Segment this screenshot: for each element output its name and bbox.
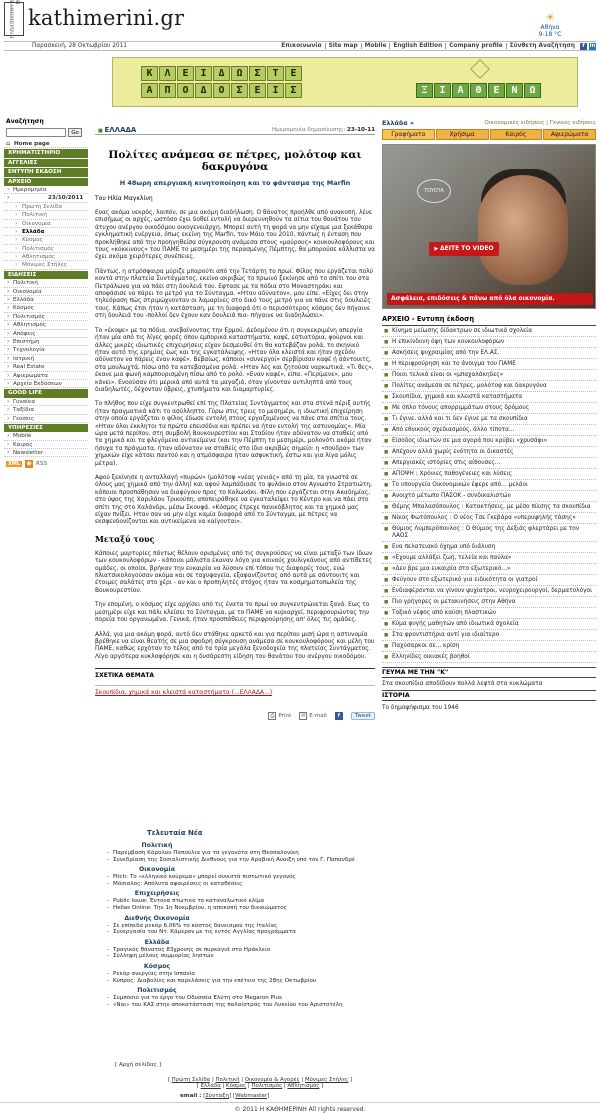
bottom-nav-link[interactable]: Πρώτη Σελίδα [171,1077,211,1083]
banner-letter-tile: Κ [141,66,158,81]
bottom-nav-link[interactable]: Πολιτισμός [251,1083,283,1090]
sidebar-section-header[interactable]: ΑΡΧΕΙΟ [4,178,88,186]
latest-news-item[interactable]: - «Ναι» του ΚΑΣ στην αποκατάσταση της παλαίστρας του Λυκείου του Αριστοτέλη [97,1002,383,1009]
sidebar-item[interactable]: › Μόνιμες Στήλες [4,261,88,269]
article-subheading: Μεταξύ τους [95,533,155,544]
article [95,126,375,720]
sidebar-section-header[interactable]: ΑΓΓΕΛΙΕΣ [4,159,88,167]
latest-news-title: Τελευταία Νέα [147,829,203,837]
latest-news-item[interactable]: - Κύπρος: Διαβολίες και παρελάσεις για την επέτειο της 28ης Οκτωβρίου [97,978,383,985]
pub-label: Ημερομηνία δημοσίευσης: [271,127,346,133]
sidebar-item[interactable]: › Γυναίκα [4,398,88,406]
banner-letter-tile: Ι [267,83,284,98]
facebook-icon[interactable]: f [580,43,587,50]
publication-date [272,127,375,133]
latest-news-item[interactable]: - Public Issue: Έντονα πτωτικό το καταναλωτικό κλίμα [97,898,383,905]
banner-letter-tile: Ν [506,83,523,98]
tweet-button[interactable]: Tweet [351,712,375,720]
back-to-top-link[interactable]: [ Αρχή σελίδας ] [115,1062,162,1068]
sidebar-section-header[interactable]: ΕΙΔΗΣΕΙΣ [4,271,88,279]
article-tools [95,712,375,720]
print-edition-item[interactable]: ■ Φεύγουν στο εξωτερικό για ειδικότητα οι γιατροί [382,575,596,586]
latest-news-item[interactable]: - Hellas Online: Την 1η Νοεμβρίου, η αποκοπή του δικαιώματος [97,905,383,912]
tab-features[interactable]: Αφιερώματα [543,129,596,140]
print-edition-item[interactable]: ■ ΑΠΟΨΗ : Χρόνιες παθογένειες και λύσεις [382,469,596,480]
video-person-face [478,175,568,285]
bottom-nav-link[interactable]: Αθλητισμός [287,1083,320,1090]
current-date: Παρασκευή, 28 Οκτωβρίου 2011 [32,43,127,49]
print-edition-item[interactable]: ■ Κίνημα μείωσης δίδακτρων σε ιδιωτικά σχολεία [382,326,596,337]
related-heading: ΣΧΕΤΙΚΑ ΘΕΜΑΤΑ [95,672,155,680]
sidebar-item[interactable]: › Mobile [4,432,88,440]
tab-charts[interactable]: Γραφήματα [382,129,435,140]
print-edition-item[interactable]: ■ Πιο γρήγορες οι μετακινήσεις στην Αθήνα [382,597,596,608]
banner-letter-tile: Τ [267,66,284,81]
sidebar-item[interactable]: › Πολιτισμός [4,313,88,321]
section-bar [95,126,375,135]
print-edition-item[interactable]: ■ Στα φροντιστήρια αντί για ιδιαίτερο [382,630,596,641]
print-edition-item[interactable]: ■ Από εθνικούς σχεδιασμούς, άλλο τίποτα... [382,425,596,436]
sidebar-item[interactable]: › Αθλητισμός [4,253,88,261]
latest-news-item[interactable]: - Συμπόσιο για το έργο του Οδυσσέα Ελύτη στο Megaron Plus [97,995,383,1002]
search-row [6,128,88,137]
sidebar-item[interactable]: › Αθλητισμός [4,321,88,329]
search-go-button[interactable]: Go [68,128,82,137]
print-edition-item[interactable]: ■ Ποιοι τελικά είναι οι «μπαχαλάκηδες» [382,370,596,381]
bottom-nav [130,1077,390,1090]
latest-news-category[interactable]: Οικονομία [139,866,175,874]
print-edition-item[interactable]: ■ Ενα πελατειακό όχημα υπό διάλυση [382,542,596,553]
email-button[interactable] [299,712,327,720]
sidebar-item[interactable]: › Αρχείο Εκδόσεων [4,380,88,388]
banner-letter-tile: Α [141,83,158,98]
bottom-nav-link[interactable]: Κόσμος [226,1083,247,1090]
print-edition-item[interactable]: ■ Ενδιαφέρονται να γίνουν ψυχίατροι, νευροχειρουργοί, δερματολόγοι [382,586,596,597]
search-input[interactable] [6,128,66,137]
latest-news-item[interactable]: - Fitch: Το «ελληνικό κούρεμα» μπορεί συνιστά πιστωτικό γεγονός [97,874,383,881]
banner-letter-tile: Ε [249,83,266,98]
sidebar-item[interactable]: › 23/10/2011 [4,194,88,202]
print-edition-item[interactable]: ■ Παχύσαρκοι σε... κρίση [382,641,596,652]
article-author: Του Ηλία Μαγκλίνη [95,195,153,202]
bottom-nav-row-2: [ Ελλάδα | Κόσμος | Πολιτισμός | Αθλητισμός ] [196,1083,324,1090]
email-webmaster-link[interactable]: Webmaster [235,1093,268,1099]
print-edition-item[interactable]: ■ Τι έγινε, αλλά και τι δεν έγινε με τα σκουπίδια [382,414,596,425]
sidebar-item[interactable]: › Επιστήμη [4,338,88,346]
watch-video-button[interactable]: ▶ ΔΕΙΤΕ ΤΟ VIDEO [429,242,499,256]
latest-news [97,829,383,1008]
sidebar-item[interactable]: › Ελλάδα [4,296,88,304]
latest-news-item[interactable]: - Σε επίπεδα ρεκόρ 6,06% το κόστος δανεισμού της Ιταλίας [97,923,383,930]
latest-news-item[interactable]: - Παρέμβαση Κάρολου Παπούλια για τα γεγονότα στη Θεσσαλονίκη [97,850,383,857]
weather-widget[interactable] [530,12,570,38]
latest-news-item[interactable]: - Μόσιαλος: Απόλυτα αφαιρέσεις οι καταθέσεις [97,881,383,888]
latest-news-category[interactable]: Πολιτισμός [137,987,177,995]
banner-letter-tile: Ε [177,66,194,81]
banner-letter-tile: Ε [488,83,505,98]
banner-deco-icon [470,59,490,79]
print-edition-item[interactable]: ■ Απέχουν αλλά χωρίς ενότητα οι δικαστές [382,447,596,458]
article-paragraph: Το «έκοψε» με τα πόδια, ανεβαίνοντας την Ερμού. Δεδομένου ότι η συγκεκριμένη απεργία ήταν μία από τις λίγες φορές όπου εμπορικά καταστήματα, καφέ, εστιατόρια, φούρνοι και άλλες μικρές ιδιωτικές επιχειρήσεις είχαν δεσμευθεί ότι θα κατεβάζαν ρολά, το σκηνικό ήταν αυτό της ερημίας έως και της εγκατάλειψης. «Ηταν όλα κλειστά και ήταν σχεδόν αδύνατον να πάρεις έναν καφέ». Βεβαίως, κάποιοι «συνεργοί» σερβίρισαν καφέ ή σάντουιτς, στα μουλωχτά, πίσω από τα κατεβασμένα ρολά. «Ηταν λες και ζητούσα ναρκωτικά. «Τι θες», έκανε μια φωνή καμπουρισμένη πίσω από το ρολό. «Εναν καφέ», είπα. «Περίμενε», μου κάνει». Ενοούσαν ότι μερικά από αυτά τα μαγαζιά, όταν γίνονταν αντιληπτά από τους διαδηλωτές, δέχονταν ύβρεις, χτυπήματα και διαμαρτυρίες. [95,327,374,393]
article-paragraph: Πάντως, η ατμόσφαιρα μύριζε μπαρούτι από την Τετάρτη το πρωί. Φίλος που εργάζεται πολύ κοντά στην πλατεία Συντάγματος, εκείνο ακριβώς το πρωινό ξεκίνησε από το σπίτι του στα Πετράλωνα για να πάει στη δουλειά του. Εφτασε με τα πόδια στο Μοναστηράκι και αποφάσισε να πάρει το μετρό για το Σύνταγμα. «Ηταν αδύνατον», μου είπε. «Είχες δει στην τηλεόραση πώς στριμώχνονταν οι λαμαρίνες στο δικό τους μετρό για να πάνε στις δουλειές τους. Κάπως έτσι ήταν η κατάσταση, με τη διαφορά ότι ο περισσότερος κόσμος δεν πήγαινε στη δουλειά του -πολλοί δεν έχουν καν δουλειά πια- πήγαινε να διαδηλώσει». [95,268,374,320]
rss-icon[interactable]: ◉ [26,460,32,468]
banner-letter-tile: Λ [159,66,176,81]
video-advertisement[interactable] [382,144,596,309]
sidebar-item[interactable]: ⌂ Home page [4,140,88,148]
banner-letter-tile: Ο [177,83,194,98]
footer [0,1102,600,1119]
nav-advanced-search[interactable]: Σύνθετη Αναζήτηση [506,43,578,49]
email-label: email : [180,1093,202,1099]
banner-letter-tile: Δ [195,83,212,98]
print-edition-item[interactable]: ■ Η περιφρούρηση και το άνοιγμα του ΠΑΜΕ [382,359,596,370]
right-section-title[interactable]: Ελλάδα » [382,119,414,127]
banner-letter-tile: Δ [213,66,230,81]
banner-row-3 [416,83,541,98]
print-edition-item[interactable]: ■ «Εχουμε αλλάξει ζωή, τελεία και παύλα» [382,553,596,564]
xml-badge[interactable]: XML [8,461,21,468]
print-edition-item[interactable]: ■ Τοξικό νέφος από καύση πλαστικών [382,608,596,619]
right-tabs [382,129,596,140]
sidebar-item[interactable]: › Πολιτισμός [4,245,88,253]
news-type-links[interactable]: Οικονομικές ειδήσεις | Γενικές ειδήσεις [484,119,596,126]
site-header [0,0,600,52]
latest-news-category[interactable]: Κόσμος [143,962,171,970]
print-edition-item[interactable]: ■ Ελληνίδες οικιακές βοηθοί [382,652,596,663]
latest-news-category[interactable]: Διεθνής Οικονομία [124,914,190,922]
print-edition-item[interactable]: ■ Κύμα φυγής μαθητών από ιδιωτικά σχολεία [382,619,596,630]
banner-letter-tile: Ο [213,83,230,98]
sidebar-item[interactable]: › Οικονομία [4,288,88,296]
sidebar-section-header[interactable]: ΥΠΗΡΕΣΙΕΣ [4,424,88,432]
printer-icon: ⎙ [270,713,275,720]
banner-letter-tile: Π [159,83,176,98]
sidebar-item[interactable]: › Τεχνολογία [4,346,88,354]
latest-news-item[interactable]: - Συνεδρίαση της Σοσιαλιστικής Διεθνούς για την Αραβική Ανοιξη υπό τον Γ. Παπανδρέ [97,857,383,864]
article-paragraph: Αλλά, για μια ακόμη φορά, αυτό δεν στάθηκε αρκετό και για περίπου μισή ώρα η αστυνομία βρέθηκε να είναι θεατής σε μια σφοδρή σύγκρουση ανάμεσα σε κουκουλοφόρους και μέλη του ΠΑΜΕ, καθώς ερχόταν το τέλος από τα τρία μεγάλα ξενοδοχεία της πλατείας Συντάγματος. Λίγο αργότερα κυκλοφόρησε και η δυσάρεστη είδηση του θανάτου του ανέργου οικοδόμου. [95,631,375,660]
nav-mobile[interactable]: Mobile [361,43,390,49]
sidebar-item[interactable]: › Κόσμος [4,236,88,244]
sidebar-item[interactable]: › Πολιτική [4,279,88,287]
top-nav [278,43,596,50]
sidebar-item[interactable]: › Ταξίδια [4,406,88,414]
article-subtitle: Η 48ωρη απεργιακή κινητοποίηση και το φάντασμα της Marfin [119,179,351,187]
banner-letter-tile: Ε [285,66,302,81]
article-paragraph: Αφού ξεκίνησε η ανταλλαγή «πυρών» (μολότοφ «νέας γενιάς» από τη μία, τα γνωστά σε όλους μας χημικά από την άλλη) και αφού λαμπάδιασε το φυλάκιο στον Αγνωστο Στρατιώτη, κάποιοι προσπάθησαν να διαφύγουν προς το Κολωνάκι. Φίλη που εργάζεται στην Ακαδημίας, στο ύψος της Χαριλάου Τρικούπη, αποπειράθηκε να εγκαταλείψει το Κέντρο και να πάει στο σπίτι της στο Χαλάνδρι, μέσω Σκουφά. «Κόσμος έτρεχε πανικόβλητος και τα χημικά μας είχαν πνίξει. Ηταν σαν να μην είχε καμία διαφορά από το Σύνταγμα, με πέτρες να εκσφενδονίζονται και αντικείμενα να καίγονται». [95,475,372,526]
sidebar-section-header[interactable]: ΧΡΗΜΑΤΙΣΤΗΡΙΟ [4,149,88,157]
sidebar-item[interactable]: › Απόψεις [4,330,88,338]
related-topics [95,668,375,696]
copyright: © 2011 Η ΚΑΘΗΜΕΡΙΝΗ All rights reserved. [234,1106,366,1113]
right-sidebar [382,118,596,711]
sidebar-item[interactable]: › Ελλάδα [4,228,88,236]
print-edition-item[interactable]: ■ Είσοδος ιδιωτών σε μια αγορά που κρύβει «χρυσάφι» [382,436,596,447]
print-edition-item[interactable]: ■ Η επικίνδυνη όψη των κουκουλοφόρων [382,337,596,348]
banner-letter-tile: Ι [434,83,451,98]
banner-letter-tile: Ω [524,83,541,98]
sidebar-item[interactable]: › Πολιτική [4,211,88,219]
video-caption[interactable]: Ασφάλεια, επιδόσεις & πάνω από όλα οικονομία. [387,293,593,305]
sidebar-item[interactable]: › Πρώτη Σελίδα [4,203,88,211]
print-edition-heading: ΑΡΧΕΙΟ - Εντυπη έκδοση [382,315,596,326]
linkedin-icon[interactable]: in [589,42,596,49]
banner-letter-tile: Α [452,83,469,98]
sidebar-section-header[interactable]: ΕΝΤΥΠΗ ΕΚΔΟΣΗ [4,168,88,176]
envelope-icon: ✉ [301,713,306,720]
print-edition-item[interactable]: ■ Σκουπίδια, χημικά και κλειστά καταστήματα [382,392,596,403]
latest-news-item[interactable]: - Σύλληψη μέλους συμμορίας ληστών [97,953,383,960]
sidebar-item[interactable]: › Real Estate [4,363,88,371]
brand-logo: TOYOTA [417,179,451,203]
nav-sitemap[interactable]: Site map [325,43,361,49]
sidebar-item[interactable]: › Κόσμος [4,304,88,312]
lunch-link[interactable]: Στα σκουπίδια αποδίδουν πολλά λεφτά στα κυκλώματα [382,681,543,687]
banner-letter-tile: Ι [195,66,212,81]
bottom-nav-link[interactable]: Πολιτική [215,1077,240,1083]
sun-cloud-icon: ☀ [545,11,555,24]
banner-letter-tile: Θ [470,83,487,98]
rss-row[interactable] [6,460,88,468]
nav-contact[interactable]: Επικοινωνία [281,43,322,49]
related-link[interactable]: Σκουπίδια, χημικά και κλειστά καταστήματα (...ΕΛΛΑΔΑ...) [95,685,375,696]
banner-letter-tile: Ξ [416,83,433,98]
email-links: email : [Σύνταξη] [Webmaster] [180,1093,270,1099]
search-label: Αναζήτηση [6,118,44,125]
sidebar-item[interactable]: › Ημερομηνία [4,186,88,194]
print-button[interactable] [268,712,291,720]
weather-temp: 9-18 °C [538,31,562,38]
sidebar-item[interactable]: › Newsletter [4,449,88,457]
banner-letter-tile: Ω [231,66,248,81]
print-label: Print [278,713,292,720]
print-edition-item[interactable]: ■ Το υπουργείο Οικονομικών έφερε από... μελάνι [382,480,596,491]
nav-company-profile[interactable]: Company profile [445,43,505,49]
pub-date: 23-10-11 [347,127,375,133]
latest-news-item[interactable]: - Ρεκόρ ανεργίας στην Ισπανία [97,971,383,978]
bottom-nav-link[interactable]: Οικονομία & Αγορές [244,1077,300,1083]
banner-row-1 [141,66,302,81]
latest-news-category[interactable]: Πολιτική [141,842,173,849]
sidebar-item[interactable]: › Οικονομία [4,220,88,228]
article-paragraph: Το πλήθος που είχε συγκεντρωθεί επί της Πλατείας Συντάγματος και στα στενά πέριξ αυτής ήταν πραγματικά κάτι το ασύλληπτο. Γύρω στις τρεις το μεσημέρι, η ιδιωτική επιχείρηση στην οποία εργάζεται ο φίλος έδωσε εντολή στους εργαζομένους να πάνε στα σπίτια τους. «Ηταν όλοι έκκλητοι τα πρώτα επεισόδια και πρέπει να ήταν εντολή της αστυνομίας». Μία ώρα μετά περίπου, στη συμβολή Βουκουρεστίου και Σταδίου ήταν αδύνατον να σταθείς από τα χημικά και τα φλεγόμενα αντικείμενα (και την Πέμπτη το μεσημέρι, μολονότι ακόμα ήταν ήσυχα τα πράγματα, ήταν αδύνατον να σταθείς στο ίδιο ακριβώς σημείο: η «πούδρα» των χημικών είχε κάτσει παντού και η ατμόσφαιρα ήταν ασφυκτική, έστω και για λίγα μόλις μέτρα). [95,401,372,467]
facebook-icon: f [335,712,343,720]
rss-label[interactable]: RSS [36,461,48,468]
print-edition-item[interactable]: ■ Με όπλο τόνους απορριμμάτων στους δρόμους [382,403,596,414]
latest-news-item[interactable]: - Τραγικός θάνατος 83χρονης σε πυρκαγιά στο Ηράκλειο [97,947,383,954]
print-edition-item[interactable]: ■ Πολίτες ανάμεσα σε πέτρες, μολότοφ και δακρυγόνα [382,381,596,392]
article-paragraph: Ενας ακόμα νεκρός, λοιπόν, σε μια ακόμη διαδήλωση. Ο θάνατος προήλθε από ανακοπή, λένε επισήμως οι αρχές, ωστόσο έχει δοθεί εντολή να διερευνηθούν τα αίτια του θανάτου του άτυχου ανέργου οικοδόμου οικογενειάρχη. Μπορεί αυτή τη φορά να μην είχαμε μια ξεκάθαρα εγκληματική ενέργεια, όπως εκείνη της Marfin, τον Μάιο του 2010, πάντως η ένταση που προκλήθηκε από την προηγηθείσα σύγκρουση ανάμεσα στους «μαύρους» κουκουλοφόρους και τους «κόκκινους» του ΠΑΜΕ το μεσημέρι της περασμένης Πέμπτης, θα μπορούσε κάλλιστα να έχει ακόμα χειρότερες συνέπειες. [95,210,375,261]
print-edition-item[interactable]: ■ Θέμης Μπαλασόπουλος : Κατακτήσεις, με μέσο πίεσης τα σκουπίδια [382,502,596,513]
print-edition-item[interactable]: ■ Θύμιος Λυμπερόπουλος : Ο Θύμιος της Δεξιάς φλερτάρει με τον ΛΑΟΣ [382,524,596,542]
banner-letter-tile: Σ [285,83,302,98]
article-paragraph: Κάποιες μαρτυρίες πάντως θέλουν ορισμένες από τις συγκρούσεις να είναι μεταξύ των ίδιων των κουκουλοφόρων - κάποιοι μάλιστα έκαναν λόγο για κοινούς χουλιγκάνους από αντίθετες ομάδες, οι οποίοι, βρήκαν την ευκαιρία να λύσουν επί τόπου τις διαφορές τους, ενώ πλιατσικολογούσαν ακόμα και σε ταχυφαγεία, εξαφανίζοντας από αυτά με σάντουιτς και έτοιμες σαλάτες στο χέρι - αν και ο προπηλητές στόχος ήταν τα κοσμηματοπωλεία της Βουκουρεστίου. [95,550,373,594]
top-bar [4,41,596,51]
advertisement-banner[interactable] [112,57,578,107]
sidebar-item[interactable]: › Γεύσεις [4,415,88,423]
banner-letter-tile: Σ [249,66,266,81]
latest-news-item[interactable]: - Συνεργασία του Ντ. Κάμερον με τις εντός Αγγλίας προγράμματα [97,929,383,936]
latest-news-category[interactable]: Επιχειρήσεις [134,890,180,898]
left-sidebar [2,118,88,468]
bottom-nav-link[interactable]: Ελλάδα [200,1083,221,1090]
newspaper-logo-mark[interactable]: Η ΚΑΘΗΜΕΡΙΝΗ [4,2,24,36]
sidebar-section-header[interactable]: GOOD LIFE [4,389,88,397]
weather-city: Αθήνα [540,24,560,31]
left-menu [4,140,88,457]
nav-english-edition[interactable]: English Edition [389,43,445,49]
lunch-heading: ΓΕΥΜΑ ΜΕ ΤΗΝ "Κ" [382,667,596,678]
article-title: Πολίτες ανάμεσα σε πέτρες, μολότοφ και δακρυγόνα [108,149,362,173]
print-edition-item[interactable]: ■ Απεργιακές ιστορίες στις αίθουσες... [382,458,596,469]
tab-weather[interactable]: Καιρός [490,129,543,140]
tab-useful[interactable]: Χρήσιμα [436,129,489,140]
facebook-share-button[interactable] [335,712,343,720]
right-section-header [382,118,596,127]
banner-row-2 [141,83,302,98]
history-heading: ΙΣΤΟΡΙΑ [382,690,596,701]
article-paragraph: Την επομένη, ο κόσμος είχε αρχίσει από τις ένατα το πρωί να συγκεντρώνεται ξανά. Εως το μεσημέρι είχε και πάλι κλείσει το Σύνταγμα, με το ΠΑΜΕ να κυριαρχεί, περιφρουρώντας την πορεία του οργανωμένα. Γενικά, ήταν προσπάθειες περιφρούρησης απ' όλες τις ομάδες. [95,602,370,624]
email-label: E-mail [309,713,327,720]
bottom-nav-row-1: [ Πρώτη Σελίδα | Πολιτική | Οικονομία & Αγορές | Μόνιμες Στήλες ] [167,1077,353,1083]
email-editor-link[interactable]: Σύνταξη [205,1093,230,1099]
site-logo[interactable]: kathimerini.gr [28,6,185,30]
sidebar-item[interactable]: › Αφιερώματα [4,372,88,380]
latest-news-category[interactable]: Ελλάδα [144,938,170,946]
bottom-nav-link[interactable]: Μόνιμες Στήλες [304,1077,349,1083]
print-edition-item[interactable]: ■ Ανοιχτό μέτωπο ΠΑΣΟΚ - συνδικαλιστών [382,491,596,502]
article-body [95,210,375,661]
history-link[interactable]: Το δημοψήφισμα του 1946 [382,705,459,711]
print-edition-item[interactable]: ■ Ασκήσεις ψυχραιμίας από την ΕΛ.ΑΣ. [382,348,596,359]
print-edition-item[interactable]: ■ Νίκος Φωτόπουλος : Ο νέος Τσε Γκεβάρα «υπερυψηλής τάσης» [382,513,596,524]
sidebar-item[interactable]: › Καιρός [4,441,88,449]
sidebar-item[interactable]: › Ιατρική [4,355,88,363]
latest-news-groups [97,842,383,1008]
banner-letter-tile: Σ [231,83,248,98]
print-edition-item[interactable]: ■ «Δεν βρε μια ευκαιρία στο εξωτερικό...» [382,564,596,575]
print-edition-list [382,326,596,663]
section-title: ■ ΕΛΛΑΔΑ [95,126,136,134]
